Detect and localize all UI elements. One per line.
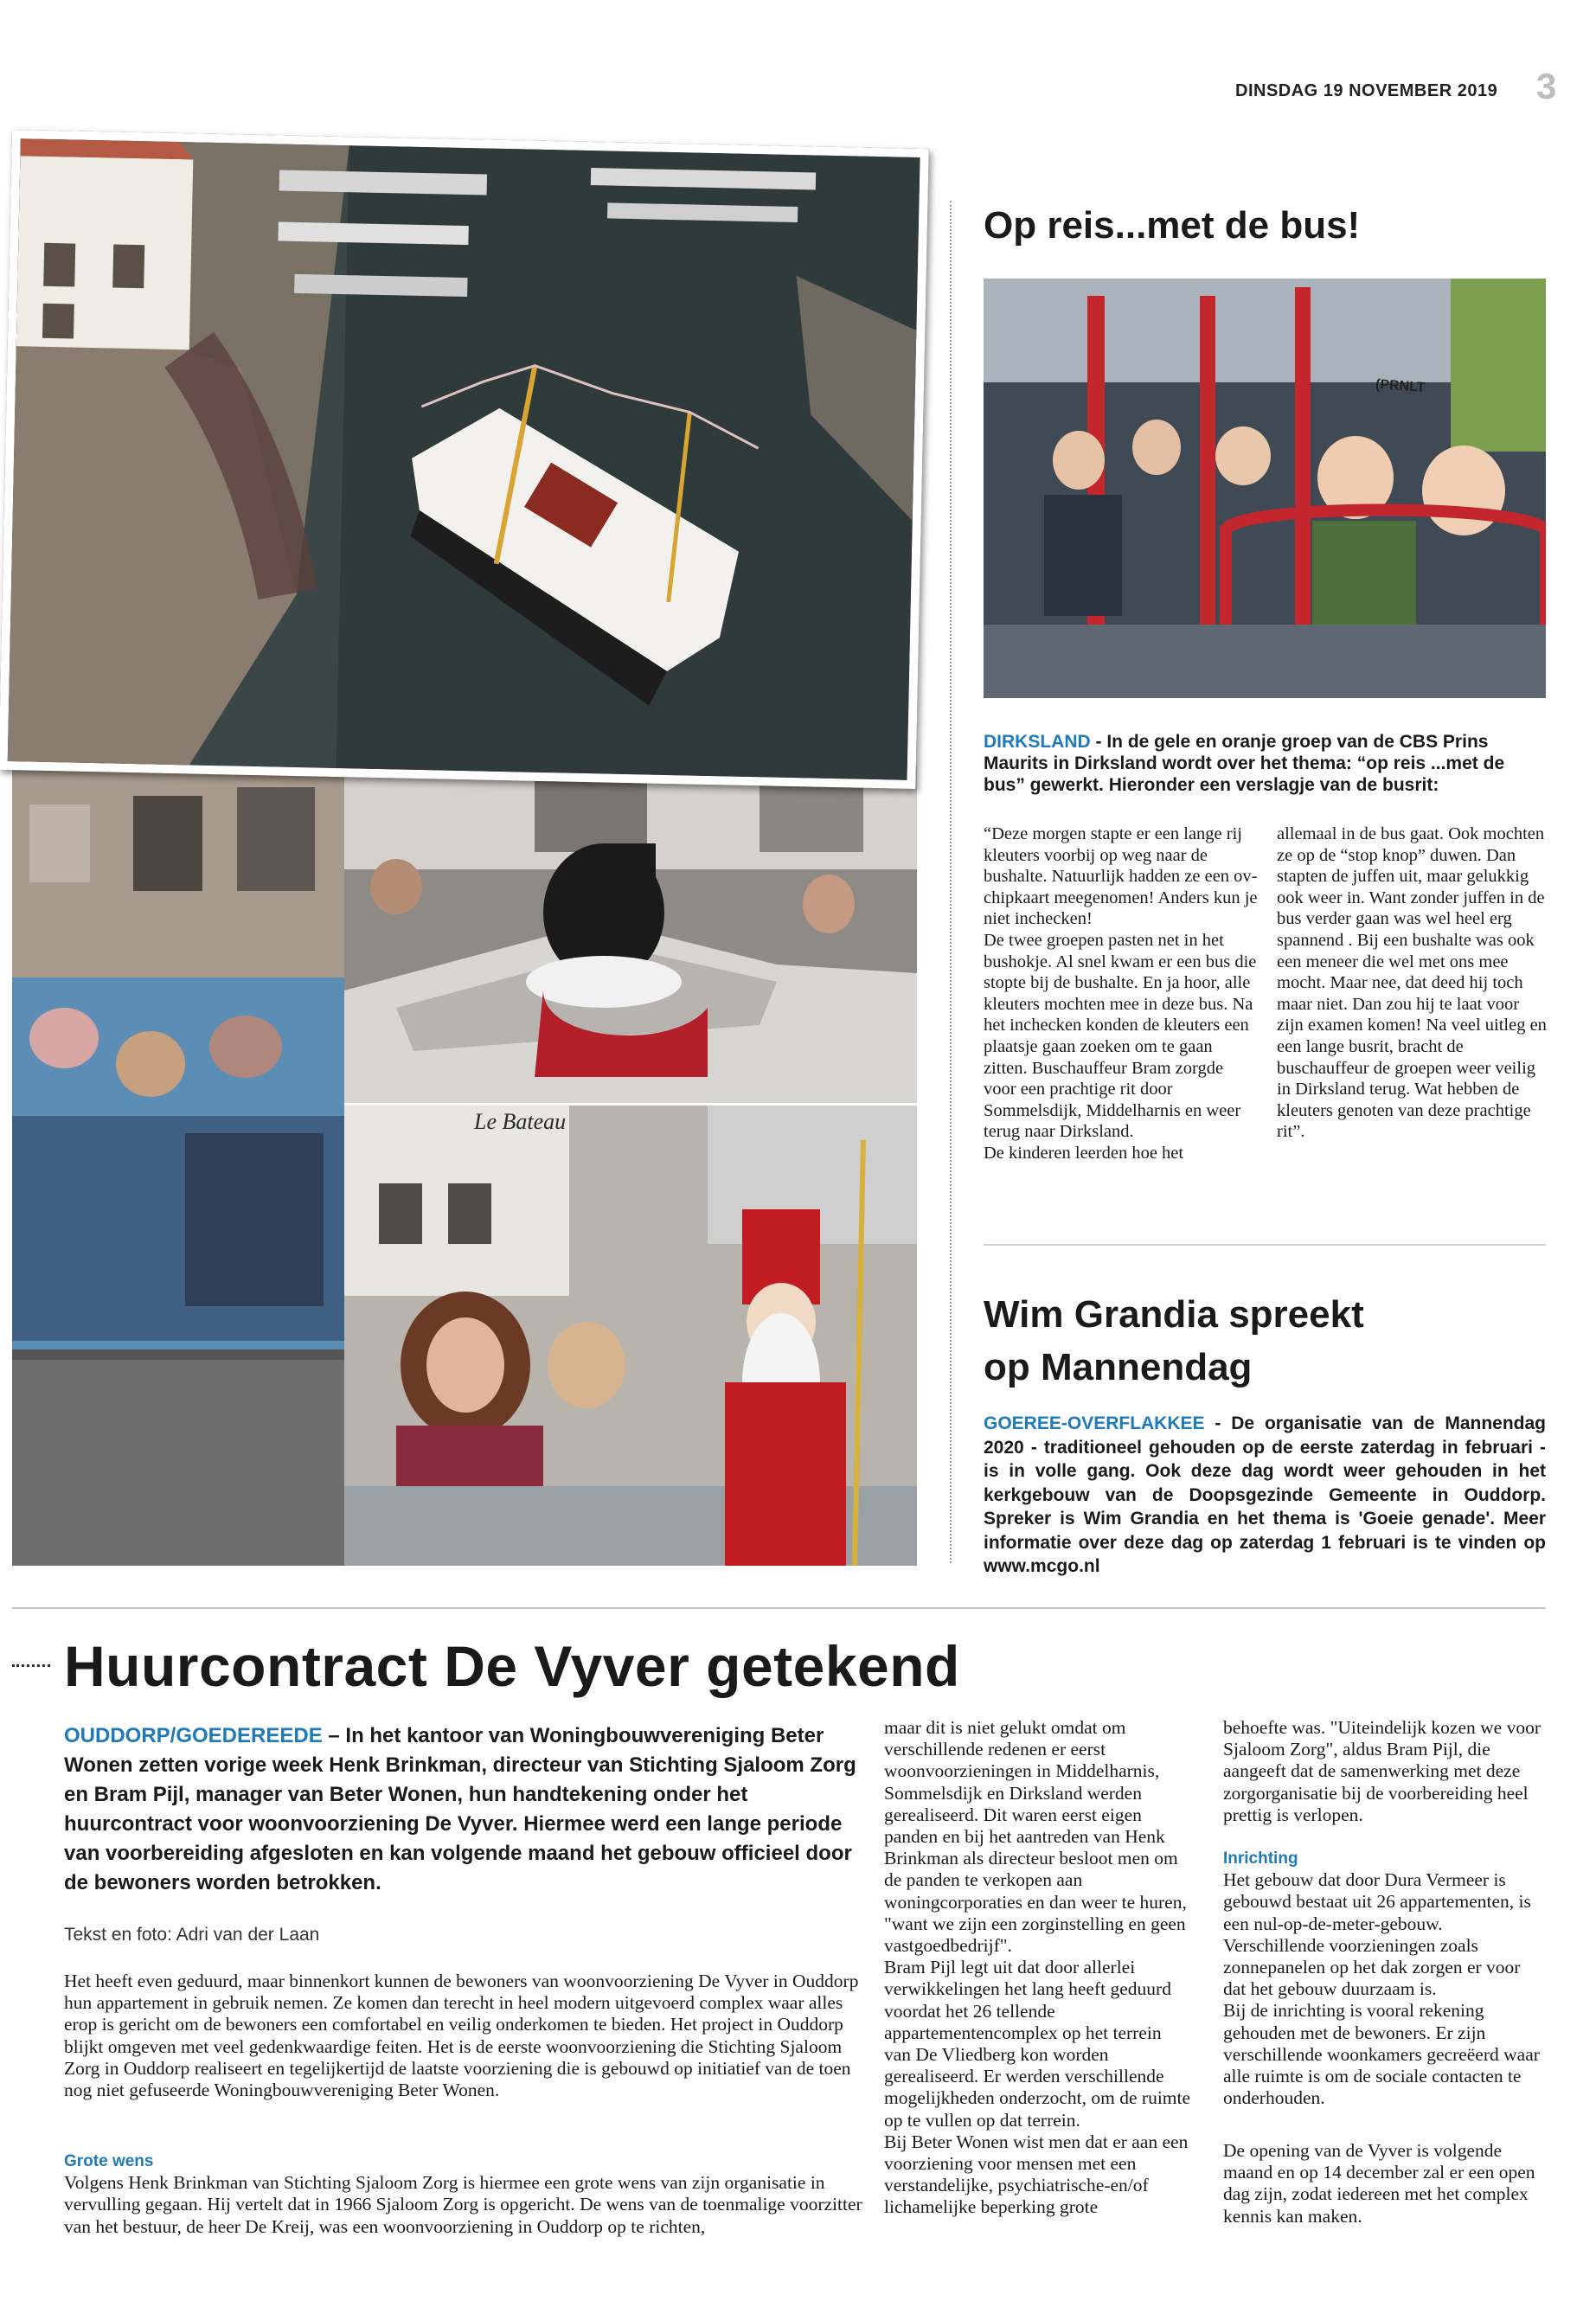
huur-body-col3c: De opening van de Vyver is volgende maand en op 14 december zal er een open dag zijn, zodat iedereen met het complex kennis kan maken.: [1223, 2140, 1535, 2227]
harbour-aerial-image: [8, 138, 920, 780]
piet-car-photo: [344, 766, 917, 1103]
harbour-aerial-photo: [0, 130, 929, 789]
bus-article-divider: [984, 1244, 1546, 1246]
crowd-street-image: [12, 753, 344, 1566]
huur-article-title: Huurcontract De Vyver getekend: [64, 1634, 960, 1698]
mannendag-body: [984, 1412, 1546, 1579]
huur-body-col3b-wrap: [1223, 1848, 1545, 2109]
bus-lead-text: - In de gele en oranje groep van de CBS Prins Maurits in Dirksland wordt over het thema: “op reis ...met de bus” gewerkt. Hieronder een verslagje van de busrit:: [984, 732, 1505, 795]
section-divider-horizontal: [12, 1607, 1546, 1609]
bus-body-col2: allemaal in de bus gaat. Ook mochten ze op de “stop knop” duwen. Dan stapten de juffen uit, maar gelukkig ook weer in. Want zonder juffen in de bus verder gaan was wel heel erg spannend . Bij een bushalte was ook een meneer die wel met ons mee mocht. Maar nee, dat deed hij toch maar niet. Dan zou hij te laat voor zijn examen komen! Na veel uitleg en een lange busrit, bracht de buschauffeur de groepen weer veilig in Dirksland terug. Wat hebben de kleuters genoten van deze prachtige rit”.: [1277, 824, 1547, 1142]
huur-lead-text: – In het kantoor van Woningbouwvereniging Beter Wonen zetten vorige week Henk Brinkman, directeur van Stichting Sjaloom Zorg en Bram Pijl, manager van Beter Wonen, hun handtekening onder het huurcontract voor woonvoorziening De Vyver. Hiermee werd een lange periode van voorbereiding afgesloten en kan volgende maand het gebouw officieel door de bewoners worden betrokken.: [64, 1724, 856, 1894]
sinterklaas-image: [344, 1106, 917, 1566]
crowd-street-photo: [12, 753, 344, 1566]
huur-article-lead: [64, 1721, 858, 1898]
huur-subhead-grote-wens: Grote wens: [64, 2152, 154, 2170]
title-dots: [12, 1664, 50, 1667]
huur-kicker: OUDDORP/GOEDEREEDE: [64, 1724, 323, 1747]
mannendag-body-text: - De organisatie van de Mannendag 2020 - traditioneel gehouden op de eerste zaterdag in februari - is in volle gang. Ook deze dag wordt weer gehouden in het kerkgebouw van de Doopsgezinde Gemeente in Ouddorp. Spreker is Wim Grandia en het thema is 'Goeie genade'. Meer informatie over deze dag op zaterdag 1 februari is te vinden op www.mcgo.nl: [984, 1413, 1546, 1576]
bus-interior-photo: [984, 279, 1546, 698]
huur-para2: Volgens Henk Brinkman van Stichting Sjaloom Zorg is hiermee een grote wens van zijn organisatie in vervulling gegaan. Hij vertelt dat in 1966 Sjaloom Zorg is opgericht. De wens van de toenmalige voorzitter van het bestuur, de heer De Kreij, was een woonvoorziening in Ouddorp op te richten,: [64, 2172, 862, 2237]
bus-photo-sign: (PRNLT: [1375, 377, 1426, 395]
le-bateau-sign: Le Bateau: [474, 1109, 567, 1134]
page-date: DINSDAG 19 NOVEMBER 2019: [1235, 81, 1498, 100]
huur-body-col3a: behoefte was. "Uiteindelijk kozen we voor Sjaloom Zorg", aldus Bram Pijl, die aangeeft dat de samenwerking met deze zorgorganisatie bij de voorbereiding heel prettig is verlopen.: [1223, 1717, 1541, 1825]
bus-interior-image: [984, 279, 1546, 698]
huur-body-col3b: Het gebouw dat door Dura Vermeer is gebouwd bestaat uit 26 appartementen, is een nul-op-de-meter-gebouw. Verschillende voorzieningen zoals zonnepanelen op het dak zorgen er voor dat het gebouw duurzaam is. Bij de inrichting is vooral rekening gehouden met de bewoners. Er zijn verschillende woonkamers gecreëerd waar alle ruimte is om de sociale contacten te onderhouden.: [1223, 1869, 1540, 2109]
page-number: 3: [1536, 66, 1557, 106]
huur-subhead-inrichting: Inrichting: [1223, 1849, 1298, 1868]
huur-byline: Tekst en foto: Adri van der Laan: [64, 1925, 320, 1945]
sinterklaas-photo: [344, 1106, 917, 1566]
huur-para1: Het heeft even geduurd, maar binnenkort kunnen de bewoners van woonvoorziening De Vyver in Ouddorp hun appartement in gebruik nemen. Ze komen dan terecht in heel modern uitgevoerd complex waar alles erop is gericht om de bewoners een comfortabel en veilig onderkomen te bieden. Het project in Ouddorp blijkt omgeven met veel gedenkwaardige feiten. Het is de eerste woonvoorziening die Stichting Sjaloom Zorg in Ouddorp realiseert en tegelijkertijd de laatste voorziening die is gebouwd op initiatief van de toen nog niet gefuseerde Woningbouwvereniging Beter Wonen.: [64, 1971, 859, 2101]
column-divider-vertical: [950, 201, 952, 1563]
bus-kicker: DIRKSLAND: [984, 732, 1091, 752]
huur-body-col2: maar dit is niet gelukt omdat om verschillende redenen er eerst woonvoorzieningen in Middelharnis, Sommelsdijk en Dirksland werden gerealiseerd. Dit waren eerst eigen panden en bij het aantreden van Henk Brinkman als directeur besloot men om de panden te verkopen aan woningcorporaties en dan weer te huren, "want we zijn een zorginstelling en geen vastgoedbedrijf". Bram Pijl legt uit dat door allerlei verwikkelingen het lang heeft geduurd voordat het 26 tellende appartementencomplex op het terrein van De Vliedberg kon worden gerealiseerd. Er werden verschillende mogelijkheden onderzocht, om de ruimte op te vullen op dat terrein. Bij Beter Wonen wist men dat er aan een voorziening voor mensen met een verstandelijke, psychiatrische-en/of lichamelijke beperking grote: [884, 1717, 1191, 2218]
bus-article-lead: [984, 731, 1546, 796]
piet-car-image: [344, 766, 917, 1103]
bus-article-title: Op reis...met de bus!: [984, 204, 1361, 247]
bus-body-col1: “Deze morgen stapte er een lange rij kleuters voorbij op weg naar de bushalte. Natuurlijk hadden ze een ov- chipkaart meegenomen! Anders kun je niet inchecken! De twee groepen pasten net in het bushokje. Al snel kwam er een bus die stopte bij de bushalte. En ja hoor, alle kleuters mochten mee in deze bus. Na het inchecken konden de kleuters een plaatsje gaan zoeken om te gaan zitten. Buschauffeur Bram zorgde voor een prachtige rit door Sommelsdijk, Middelharnis en weer terug naar Dirksland. De kinderen leerden hoe het: [984, 824, 1258, 1163]
huur-col1-sub: [64, 2150, 864, 2238]
mannendag-title-line1: Wim Grandia spreekt: [984, 1293, 1364, 1336]
mannendag-kicker: GOEREE-OVERFLAKKEE: [984, 1413, 1205, 1433]
mannendag-title-line2: op Mannendag: [984, 1346, 1253, 1388]
